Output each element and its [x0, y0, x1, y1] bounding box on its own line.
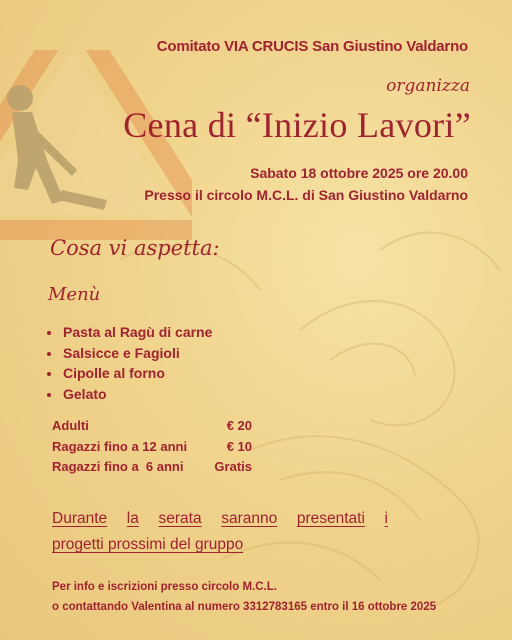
- presentation-word: la: [126, 510, 139, 527]
- price-row: [52, 418, 252, 439]
- presentation-word: serata: [158, 510, 202, 527]
- page-title: Cena di “Inizio Lavori”: [123, 105, 471, 145]
- presentation-line-2: progetti prossimi del gruppo: [52, 536, 244, 553]
- section-menu-heading: Menù: [48, 284, 101, 305]
- menu-item: • Gelato: [62, 384, 212, 405]
- contact-info: [52, 577, 436, 617]
- organizer-name: Comitato VIA CRUCIS San Giustino Valdarno: [156, 38, 468, 55]
- menu-item: • Pasta al Ragù di carne: [62, 322, 212, 343]
- price-value: € 20: [226, 418, 252, 433]
- price-label: Ragazzi fino a 12 anni: [52, 438, 188, 454]
- price-label: Adulti: [52, 418, 89, 433]
- presentation-word: Durante: [52, 510, 108, 527]
- organizza-label: organizza: [386, 76, 470, 96]
- menu-list: [42, 322, 212, 404]
- menu-item: • Salsicce e Fagioli: [62, 343, 212, 364]
- presentation-line-1: [52, 506, 388, 532]
- presentation-word: presentati: [296, 510, 365, 527]
- presentation-word: saranno: [221, 510, 278, 527]
- event-place: Presso il circolo M.C.L. di San Giustino Valdarno: [144, 187, 468, 203]
- price-value: € 10: [226, 438, 252, 454]
- presentation-word: i: [384, 510, 388, 527]
- event-date: Sabato 18 ottobre 2025 ore 20.00: [250, 165, 468, 181]
- presentation-note: [52, 506, 388, 558]
- info-line-1: Per info e iscrizioni presso circolo M.C.L.: [52, 581, 277, 593]
- price-value: Gratis: [214, 459, 252, 474]
- price-row: [52, 439, 252, 460]
- price-row: [52, 459, 252, 480]
- section-cosa-heading: Cosa vi aspetta:: [50, 236, 220, 260]
- price-label: Ragazzi fino a 6 anni: [52, 459, 184, 474]
- menu-item: • Cipolle al forno: [62, 363, 212, 384]
- price-table: [52, 418, 252, 480]
- info-line-2: o contattando Valentina al numero 3312783165 entro il 16 ottobre 2025: [52, 601, 437, 613]
